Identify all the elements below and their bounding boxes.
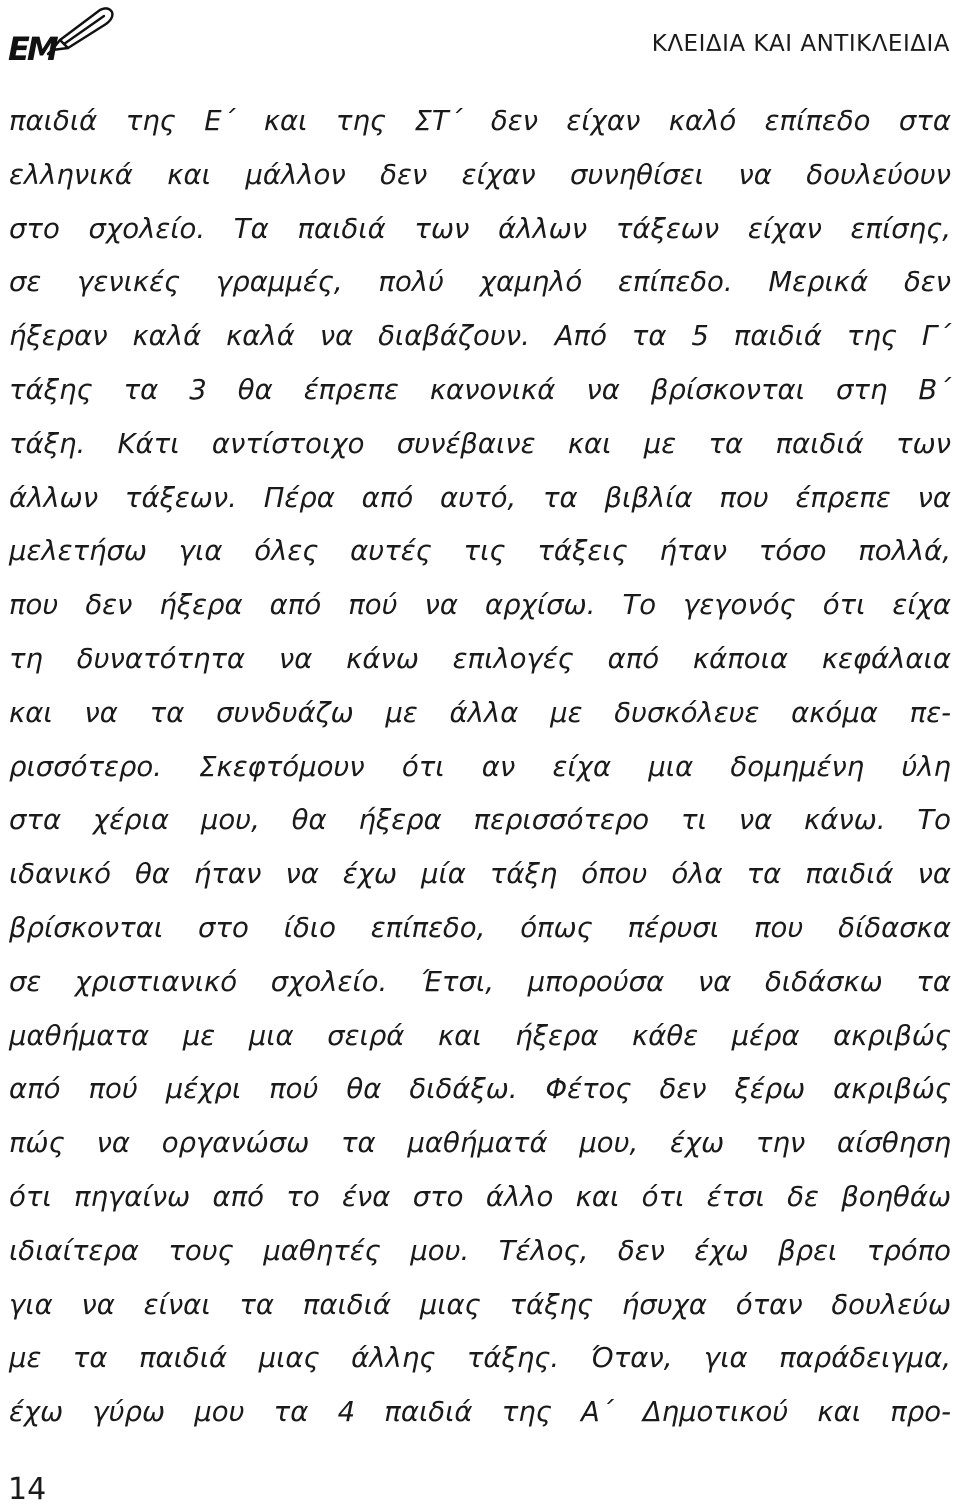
text-line: ήξεραν καλά καλά να διαβάζουν. Από τα 5 παιδιά της Γ΄ (9, 320, 951, 353)
publisher-logo (6, 4, 116, 68)
text-line: τη δυνατότητα να κάνω επιλογές από κάποια κεφάλαια (9, 642, 951, 675)
text-line: τάξη. Κάτι αντίστοιχο συνέβαινε και με τα παιδιά των (9, 427, 951, 460)
text-line: ότι πηγαίνω από το ένα στο άλλο και ότι έτσι δε βοηθάω (9, 1180, 951, 1213)
body-paragraph (9, 95, 951, 1440)
text-line: για να είναι τα παιδιά μιας τάξης ήσυχα όταν δουλεύω (9, 1288, 951, 1321)
page-number: 14 (8, 1472, 47, 1507)
text-line: και να τα συνδυάζω με άλλα με δυσκόλευε ακόμα πε- (9, 696, 951, 729)
text-line: βρίσκονται στο ίδιο επίπεδο, όπως πέρυσι που δίδασκα (9, 911, 951, 944)
text-line: που δεν ήξερα από πού να αρχίσω. Το γεγονός ότι είχα (9, 589, 951, 622)
text-line: τάξης τα 3 θα έπρεπε κανονικά να βρίσκονται στη Β΄ (9, 373, 951, 406)
text-line: άλλων τάξεων. Πέρα από αυτό, τα βιβλία που έπρεπε να (9, 481, 951, 514)
text-line: ρισσότερο. Σκεφτόμουν ότι αν είχα μια δομημένη ύλη (9, 750, 951, 783)
text-line: ιδιαίτερα τους μαθητές μου. Τέλος, δεν έχω βρει τρόπο (9, 1234, 951, 1267)
text-line: μαθήματα με μια σειρά και ήξερα κάθε μέρα ακριβώς (9, 1019, 951, 1052)
text-line: ελληνικά και μάλλον δεν είχαν συνηθίσει να δουλεύουν (9, 158, 951, 191)
text-line: σε γενικές γραμμές, πολύ χαμηλό επίπεδο. Μερικά δεν (9, 266, 951, 299)
text-line: ιδανικό θα ήταν να έχω μία τάξη όπου όλα τα παιδιά να (9, 858, 951, 891)
text-line: στο σχολείο. Τα παιδιά των άλλων τάξεων είχαν επίσης, (9, 212, 951, 245)
page-header (0, 0, 960, 78)
text-line: στα χέρια μου, θα ήξερα περισσότερο τι να κάνω. Το (9, 804, 951, 837)
text-line: πώς να οργανώσω τα μαθήματά μου, έχω την αίσθηση (9, 1127, 951, 1160)
text-line: μελετήσω για όλες αυτές τις τάξεις ήταν τόσο πολλά, (9, 535, 951, 568)
fountain-pen-icon (46, 4, 118, 56)
logo-text: EM (8, 30, 56, 68)
text-line: έχω γύρω μου τα 4 παιδιά της Α΄ Δημοτικού και προ- (9, 1396, 951, 1429)
running-head: ΚΛΕΙΔΙΑ ΚΑΙ ΑΝΤΙΚΛΕΙΔΙΑ (651, 31, 950, 57)
text-line: παιδιά της Ε΄ και της ΣΤ΄ δεν είχαν καλό επίπεδο στα (9, 105, 951, 137)
text-line: με τα παιδιά μιας άλλης τάξης. Όταν, για παράδειγμα, (9, 1342, 951, 1375)
text-line: από πού μέχρι πού θα διδάξω. Φέτος δεν ξέρω ακριβώς (9, 1073, 951, 1106)
text-line: σε χριστιανικό σχολείο. Έτσι, μπορούσα να διδάσκω τα (9, 965, 951, 998)
